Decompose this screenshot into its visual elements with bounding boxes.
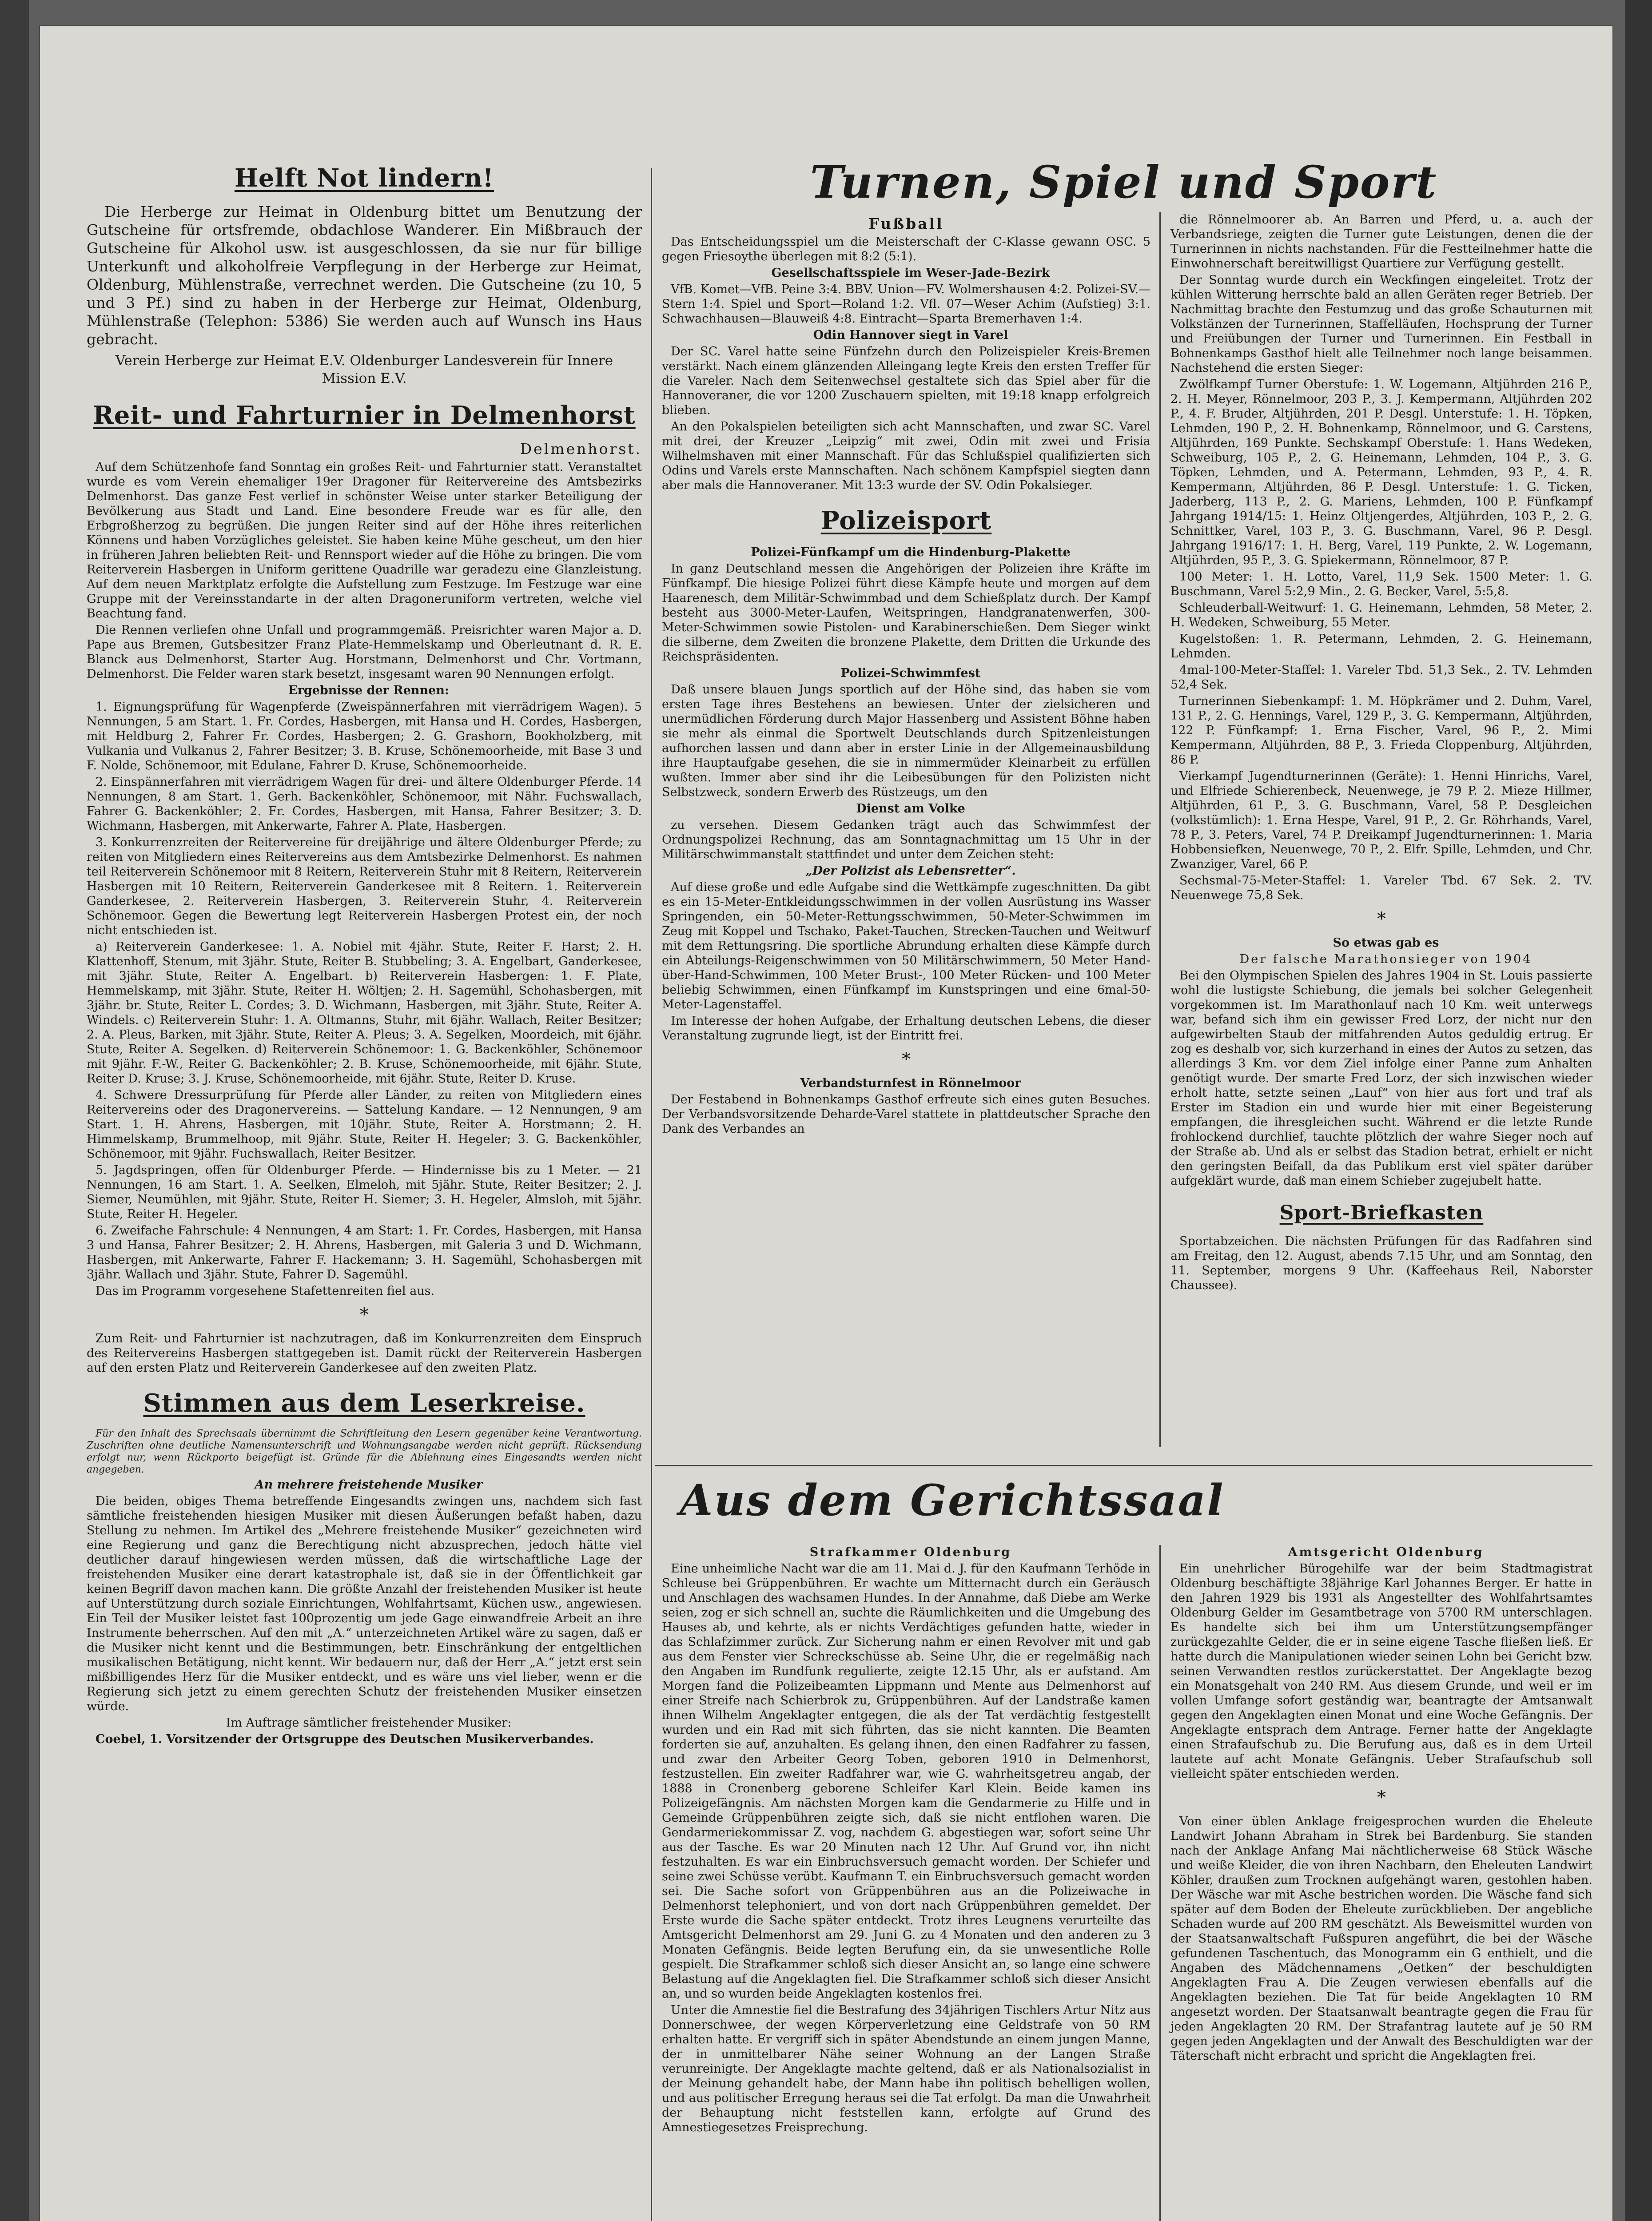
article-paragraph: a) Reiterverein Ganderkesee: 1. A. Nobiel mit 4jähr. Stute, Reiter F. Harst; 2. H. Klattenhoff, Stenum, mit 3jähr. Stute, Reiter B. Stubbeling; 3. A. Engelbart, Ganderkesee, mit 3jähr. Stute, Reiter A. Engelbart. b) Reiterverein Hasbergen: 1. F. Plate, Hemmelskamp, mit 3jähr. Stute, Reiter H. Wöltjen; 2. H. Sagemühl, Schohasbergen, mit 3jähr. br. Stute, Reiter L. Cordes; 3. D. Wichmann, Hasbergen, mit 3jähr. Stute, Reiter A. Windels. c) Reiterverein Stuhr: 1. A. Oltmanns, Stuhr, mit 6jähr. Wallach, Reiter Besitzer; 2. A. Pleus, Barken, mit 3jähr. Stute, Reiter A. Pleus; 3. A. Segelken, Moordeich, mit 6jähr. Stute, Reiter A. Segelken. d) Reiterverein Schönemoor: 1. G. Backenköhler, Schönemoor mit 9jähr. F.-W., Reiter G. Backenköhler; 2. B. Kruse, Schönemoorheide, mit 6jähr. Stute, Reiter D. Kruse; 3. J. Kruse, Schönemoorheide, mit 6jähr. Stute, Reiter D. Kruse. [87,940,642,1086]
subheading: Polizei-Fünfkampf um die Hindenburg-Plakette [751,545,1071,559]
results-paragraph: 100 Meter: 1. H. Lotto, Varel, 11,9 Sek. 1500 Meter: 1. G. Buschmann, Varel 5:2,9 Min., 2. G. Becker, Varel, 5:5,8. [1170,570,1592,598]
newspaper-page [40,26,1612,2221]
article-paragraph: Die beiden, obiges Thema betreffende Eingesandts zwingen uns, nachdem sich fast sämtliche freistehenden hiesigen Musiker mit diesen Äußerungen befaßt haben, dazu Stellung zu nehmen. Im Artikel des „Mehrere freistehende Musiker“ gezeichneten wird eine Regierung und ganz die Berechtigung nicht abzusprechen, jedoch hätte viel deutlicher darauf hingewiesen werden müssen, daß die wirtschaftliche Lage der freistehenden Musiker eine derart katastrophale ist, daß sie in der Öffentlichkeit gar keinen Begriff davon machen kann. Die größte Anzahl der freistehenden Musiker ist heute auf Unterstützung durch soziale Einrichtungen, Wohlfahrtsamt, Küchen usw., angewiesen. Ein Teil der Musiker leistet fast 100prozentig um jede Gage einwandfreie Arbeit an ihre Instrumente beherrschen. Auf den mit „A.“ unterzeichneten Artikel wäre zu sagen, daß er die Musiker nicht kennt und die Bestimmungen, betr. Einschränkung der entgeltlichen musikalischen Betätigung, nicht kennt. Wir bedauern nur, daß der Herr „A.“ jetzt erst sein mißbilligendes Herz für die Musiker entdeckt, und es wäre uns viel lieber, wenn er die Regierung sich jetzt zu einem gerechten Schutz der freistehenden Musiker einsetzen würde. [87,1494,642,1713]
headline-leserkreise: Stimmen aus dem Leserkreise. [143,1389,585,1418]
separator-star: * [1377,909,1386,929]
court-column-1 [662,1545,1150,2221]
article-paragraph: Sportabzeichen. Die nächsten Prüfungen für das Radfahren sind am Freitag, den 12. August, abends 7.15 Uhr, und am Sonntag, den 11. September, morgens 9 Uhr. (Kaffeehaus Reil, Naborster Chaussee). [1170,1234,1592,1292]
letter-heading: An mehrere freistehende Musiker [255,1478,483,1492]
separator-star: * [1377,1787,1386,1808]
article-paragraph: 3. Konkurrenzreiten der Reitervereine für dreijährige und ältere Oldenburger Pferde; zu reiten von Mitgliedern eines Reitervereins aus dem Amtsbezirke Delmenhorst. Es nahmen teil Reiterverein Schönemoor mit 8 Reitern, Reiterverein Stuhr mit 8 Reitern, Reiterverein Hasbergen mit 10 Reitern, Reiterverein Ganderkesee mit 8 Reitern. 1. Reiterverein Ganderkesee, 2. Reiterverein Hasbergen, 3. Reiterverein Stuhr, 4. Reiterverein Schönemoor. Gegen die Bewertung legt Reiterverein Hasbergen Protest ein, der noch nicht entschieden ist. [87,836,642,937]
pull-quote: „Der Polizist als Lebensretter“. [805,864,1016,878]
article-paragraph: VfB. Komet—VfB. Peine 3:4. BBV. Union—FV. Wolmershausen 4:2. Polizei-SV.—Stern 1:4. Spiel und Sport—Roland 1:2. Vfl. 07—Weser Achim (Aufstieg) 3:1. Schwachhausen—Blauweiß 4:8. Eintracht—Sparta Bremerhaven 1:4. [662,283,1150,326]
scan-right-edge [1625,0,1652,2221]
column-rule-1 [651,168,652,2221]
article-paragraph: Die Herberge zur Heimat in Oldenburg bittet um Benutzung der Gutscheine für ortsfremde, obdachlose Wanderer. Ein Mißbrauch der Gutscheine für Alkohol usw. ist ausgeschlossen, da sie nur für billige Unterkunft und alkoholfreie Verpflegung in der Herberge zur Heimat, Oldenburg, Mühlenstraße, verrechnet werden. Die Gutscheine (zu 10, 5 und 3 Pf.) sind zu haben in der Herberge zur Heimat, Oldenburg, Mühlenstraße (Telephon: 5386) Sie werden auch auf Wunsch ins Haus gebracht. [87,203,642,348]
section-rule [655,1465,1592,1466]
headline-helft-not-lindern: Helft Not lindern! [234,163,494,193]
editorial-note: Für den Inhalt des Sprechsaals übernimmt die Schriftleitung den Lesern gegenüber keine Verantwortung. Zuschriften ohne deutliche Namensunterschrift und Wohnungsangabe werden nicht geprüft. Rücksendung erfolgt nur, wenn Rückporto beigefügt ist. Gründe für die Ablehnung eines Eingesandts werden nicht angegeben. [87,1428,642,1475]
headline-gerichtssaal: Aus dem Gerichtssaal [680,1475,1225,1525]
article-paragraph: 2. Einspännerfahren mit vierrädrigem Wagen für drei- und ältere Oldenburger Pferde. 14 Nennungen, 8 am Start. 1. Gerh. Backenköhler, Schönemoor, mit Nähr. Fuchswallach, Fahrer G. Backenköhler; 2. Fr. Cordes, Hasbergen, mit Hansa, Fahrer Besitzer; 3. D. Wichmann, Hasbergen, mit Ankerwarte, Fahrer A. Plate, Hasbergen. [87,775,642,833]
article-signature: Coebel, 1. Vorsitzender der Ortsgruppe des Deutschen Musikerverbandes. [96,1732,594,1746]
headline-reitturnier: Reit- und Fahrturnier in Delmenhorst [93,401,636,430]
results-paragraph: Kugelstoßen: 1. R. Petermann, Lehmden, 2. G. Heinemann, Lehmden. [1170,632,1592,661]
article-paragraph: In ganz Deutschland messen die Angehörigen der Polizeien ihre Kräfte im Fünfkampf. Die hiesige Polizei führt diese Kämpfe heute und morgen auf dem Haarenesch, dem Militär-Schwimmbad und dem Schießplatz durch. Der Kampf besteht aus 3000-Meter-Laufen, Weitspringen, Handgranatenwerfen, 300-Meter-Schwimmen sowie Pistolen- und Karabinerschießen. Dem Sieger winkt die silberne, dem Zweiten die bronzene Plakette, dem Dritten die Urkunde des Reichspräsidenten. [662,562,1150,664]
subheading: Gesellschaftsspiele im Weser-Jade-Bezirk [771,266,1050,280]
article-paragraph: Im Interesse der hohen Aufgabe, der Erhaltung deutschen Lebens, die dieser Veranstaltung zugrunde liegt, ist der Eintritt frei. [662,1014,1150,1043]
article-paragraph: 5. Jagdspringen, offen für Oldenburger Pferde. — Hindernisse bis zu 1 Meter. — 21 Nennungen, 16 am Start. 1. A. Seelken, Elmeloh, mit 5jähr. Stute, Reiter Besitzer; 2. J. Siemer, Neumühlen, mit 9jähr. Stute, Reiter H. Siemer; 3. H. Hegeler, Almsloh, mit 5jähr. Stute, Reiter H. Hegeler. [87,1163,642,1221]
article-paragraph: Der SC. Varel hatte seine Fünfzehn durch den Polizeispieler Kreis-Bremen verstärkt. Nach einem glänzenden Alleingang legte Kreis den ersten Treffer für die Vareler. Nach dem Seitenwechsel gestaltete sich das Spiel aber für die Hannoveraner, die vor 1200 Zuschauern spielten, mit 19:18 knapp erfolgreich blieben. [662,345,1150,417]
column-3 [1170,212,1592,1456]
article-paragraph: Die Rennen verliefen ohne Unfall und programmgemäß. Preisrichter waren Major a. D. Pape aus Bremen, Gutsbesitzer Franz Plate-Hemmelskamp und Oberleutnant d. R. E. Blanck aus Delmenhorst, Starter Aug. Horstmann, Delmenhorst und Chr. Vortmann, Delmenhorst. Die Felder waren stark besetzt, insgesamt waren 90 Nennungen erfolgt. [87,623,642,681]
subheading: Dienst am Volke [856,802,965,816]
results-paragraph: Zwölfkampf Turner Oberstufe: 1. W. Logemann, Altjührden 216 P., 2. H. Meyer, Rönnelmoor, 203 P., 3. J. Kempermann, Altjührden 202 P., 4. F. Bruder, Altjührden, 201 P. Desgl. Unterstufe: 1. H. Töpken, Lehmden, 190 P., 2. H. Bohnenkamp, Rönnelmoor, und G. Carstens, Altjührden, 169 Punkte. Sechskampf Oberstufe: 1. Hans Wedeken, Schweiburg, 105 P., 2. G. Heinemann, Lehmden, 104 P., 3. G. Töpken, Lehmden, und A. Petermann, Lehmden, 93 P., 4. R. Kempermann, Altjührden, 86 P. Desgl. Unterstufe: 1. G. Ticken, Jaderberg, 113 P., 2. G. Mariens, Lehmden, 100 P. Fünfkampf Jahrgang 1914/15: 1. Heinz Oltjengerdes, Altjührden, 103 P., 2. G. Schnittker, Varel, 103 P., 3. G. Buschmann, Varel, 96 P. Desgl. Jahrgang 1916/17: 1. H. Berg, Varel, 119 Punkte, 2. W. Logemann, Altjührden, 95 P., 3. G. Spiekermann, Rönnelmoor, 87 P. [1170,378,1592,567]
article-paragraph: Im Auftrage sämtlicher freistehender Musiker: [226,1716,512,1730]
headline-sport-briefkasten: Sport-Briefkasten [1279,1202,1484,1224]
article-signature: Verein Herberge zur Heimat E.V. Oldenburger Landesverein für Innere Mission E.V. [115,353,613,386]
article-paragraph: Eine unheimliche Nacht war die am 11. Mai d. J. für den Kaufmann Terhöde in Schleuse bei Grüppenbühren. Er wachte um Mitternacht durch ein Geräusch und Anschlagen des wachsamen Hundes. In der Annahme, daß Diebe am Werke seien, zog er sich schnell an, suchte die Räumlichkeiten und die Umgebung des Hauses ab, und kehrte, als er nichts Verdächtiges gefunden hatte, wieder in das Schlafzimmer zurück. Zur Sicherung nahm er einen Revolver mit und gab aus dem Fenster vier Schreckschüsse ab. Seine Uhr, die er regelmäßig nach den Angaben im Rundfunk regulierte, zeigte 12.15 Uhr, als er aufstand. Am Morgen fand die Polizeibeamten Lippmann und Mente aus Delmenhorst auf einer Streife nach Schierbrok zu, Grüppenbühren. Auf der Landstraße kamen ihnen Wilhelm Angeklagter entgegen, die als der Tat verdächtig festgestellt wurden und ein Rad mit sich führten, das sie nicht kannten. Die Beamten forderten sie auf, anzuhalten. Es gelang ihnen, den einen Radfahrer zu fassen, und zwar den Arbeiter Georg Toben, geboren 1910 in Delmenhorst, festzustellen. Ein zweiter Radfahrer war, wie G. wahrheitsgetreu angab, der 1888 in Cronenberg geborene Schleifer Karl Klein. Beide kamen ins Polizeigefängnis. Am nächsten Morgen kam die Gendarmerie zu Hilfe und in Gemeinde Grüppenbühren zeigte sich, daß sie nicht entflohen waren. Die Gendarmeriekommissar Z. vog, nachdem G. abgestiegen war, sofort seine Uhr aus der Tasche. Es war 20 Minuten nach 12 Uhr. Auf Grund vor, ihn nicht festzuhalten. Es war ein Einbruchsversuch gemacht worden. Der Schiefer und seine zwei Schüsse verübt. Kaufmann T. ein Einbruchsversuch gemacht worden sei. Die Sache sofort von Grüppenbühren aus an die Polizeiwache in Delmenhorst telephoniert, und von dort nach Grüppenbühren gemeldet. Der Erste wurde die Sache später entdeckt. Trotz ihres Leugnens verurteilte das Amtsgericht Delmenhorst am 29. Juni G. zu 4 Monaten und den anderen zu 3 Monaten Gefängnis. Beide legten Berufung ein, da sie unwesentliche Rolle gespielt. Die Strafkammer schloß sich dieser Ansicht an, so lange eine schwere Belastung auf die Angeklagten fiel. Die Strafkammer schloß sich dieser Ansicht an, und so wurden beide Angeklagten kostenlos frei. [662,1562,1150,2001]
article-paragraph: Daß unsere blauen Jungs sportlich auf der Höhe sind, das haben sie vom ersten Tage ihres Bestehens an bewiesen. Unter der zielsicheren und unermüdlichen Förderung durch Major Hassenberg und Assistent Böhne haben sie mehr als einmal die Sportwelt Deutschlands durch Spitzenleistungen aufhorchen lassen und dann aber in erster Linie in der Allgemeinausbildung ihre Hauptaufgabe gesehen, die sie in nimmermüder Kleinarbeit zu erfüllen wußten. Immer aber sind ihr die Leibesübungen für den Polizisten nicht Selbstzweck, sondern Erwerb des Rüstzeugs, um den [662,683,1150,799]
separator-star: * [902,1049,911,1070]
article-paragraph: 4. Schwere Dressurprüfung für Pferde aller Länder, zu reiten von Mitgliedern eines Reitervereins oder des Dragonervereins. — Sattelung Kandare. — 12 Nennungen, 9 am Start. 1. H. Ahrens, Hasbergen, mit 10jähr. Stute, Reiter A. Horstmann; 2. H. Himmelskamp, Brummelhoop, mit 9jähr. Stute, Reiter H. Hegeler; 3. G. Backenköhler, Schönemoor, mit 9jähr. Fuchswallach, Reiter Besitzer. [87,1088,642,1161]
subheading: Strafkammer Oldenburg [809,1545,1012,1559]
headline-sport: Turnen, Spiel und Sport [810,156,1438,208]
article-paragraph: Das im Programm vorgesehene Stafettenreiten fiel aus. [96,1284,435,1298]
results-heading: Ergebnisse der Rennen: [288,684,449,697]
results-paragraph: Turnerinnen Siebenkampf: 1. M. Höpkrämer und 2. Duhm, Varel, 131 P., 2. G. Hennings, Varel, 129 P., 3. G. Kempermann, Altjührden, 122 P. Fünfkampf: 1. Erna Fischer, Varel, 96 P., 2. Mimi Kempermann, Altjührden, 88 P., 3. Frieda Cloppenburg, Altjührden, 86 P. [1170,694,1592,767]
column-1 [87,150,642,2221]
subheading: Polizei-Schwimmfest [840,666,981,680]
subheading: Amtsgericht Oldenburg [1288,1545,1484,1559]
article-paragraph: Auf diese große und edle Aufgabe sind die Wettkämpfe zugeschnitten. Da gibt es ein 15-Meter-Entkleidungsschwimmen in der vollen Ausrüstung ins Wasser Springenden, ein 50-Meter-Rettungsschwimmen, 50-Meter-Schwimmen im Zeug mit Koppel und Tschako, Paket-Tauchen, Strecken-Tauchen und Weitwurf mit dem Rettungsring. Die sportliche Abrundung erhalten diese Kämpfe durch ein Abteilungs-Reigenschwimmen von 50 Militärschwimmern, 50 Meter Hand-über-Hand-Schwimmen, 100 Meter Brust-, 100 Meter Rücken- und 100 Meter beliebig Schwimmen, einen Fünfkampf im Kunstspringen und eine 6mal-50-Meter-Lagenstaffel. [662,880,1150,1011]
headline-polizeisport: Polizeisport [820,506,992,535]
subheading: Verbandsturnfest in Rönnelmoor [800,1076,1021,1090]
article-paragraph: Der Festabend in Bohnenkamps Gasthof erfreute sich eines guten Besuches. Der Verbandsvorsitzende Deharde-Varel stattete in plattdeutscher Sprache den Dank des Verbandes an [662,1093,1150,1136]
scan-left-edge [0,0,29,2221]
article-paragraph: Der Sonntag wurde durch ein Weckfingen eingeleitet. Trotz der kühlen Witterung herrschte bald an allen Geräten reger Betrieb. Der Nachmittag brachte den Festumzug und das große Schauturnen mit Volkstänzen der Turnerinnen, Staffelläufen, Hochsprung der Turner und Freiübungen der Turner und Turnerinnen. Ein Festball in Bohnenkamps Gasthof hielt alle Teilnehmer noch lange beisammen. Nachstehend die ersten Sieger: [1170,273,1592,375]
article-paragraph: Bei den Olympischen Spielen des Jahres 1904 in St. Louis passierte wohl die lustigste Schiebung, die jemals bei solcher Gelegenheit vorgekommen ist. Im Marathonlauf nach 10 Km. weit unterwegs war, befand sich ihm ein gewisser Fred Lorz, der nicht nur den aufgewirbelten Staub der mitfahrenden Autos geduldig ertrug. Er zog es deshalb vor, sich kurzerhand in eines der Autos zu setzen, das allerdings 3 Km. vor dem Ziel infolge einer Panne zum Anhalten genötigt wurde. Der smarte Fred Lorz, der sich inzwischen wieder erholt hatte, setzte seinen „Lauf“ von hier aus fort und traf als Erster im Stadion ein und wurde hier mit einer Begeisterung empfangen, die ihresgleichen sucht. Während er die letzte Runde frohlockend durchlief, tauchte plötzlich der wahre Sieger noch auf der Straße ab. Und als er selbst das Stadion betrat, erhielt er nicht den geringsten Beifall, da das Publikum erst viel später darüber aufgeklärt wurde, daß man einem Schieber zugejubelt hatte. [1170,969,1592,1188]
results-paragraph: Sechsmal-75-Meter-Staffel: 1. Vareler Tbd. 67 Sek. 2. TV. Neuenwege 75,8 Sek. [1170,874,1592,902]
article-paragraph: Von einer üblen Anklage freigesprochen wurden die Eheleute Landwirt Johann Abraham in Strek bei Bardenburg. Sie standen nach der Anklage Anfang Mai nächtlicherweise 68 Stück Wäsche und weiße Kleider, die von ihren Nachbarn, den Eheleuten Landwirt Köhler, draußen zum Trocknen aufgehängt waren, gestohlen haben. Der Wäsche war mit Asche bestrichen worden. Die Wäsche fand sich später auf dem Boden der Eheleute zurückblieben. Der angebliche Schaden wurde auf 200 RM geschätzt. Als Beweismittel wurden von der Staatsanwaltschaft Fußspuren angeführt, die bei der Wäsche gefundenen Taschentuch, das Monogramm ein G enthielt, und die Angaben des Mädchennamens „Oetken“ der beschuldigten Angeklagten Frau A. Die Zeugen verwiesen ebenfalls auf die Angeklagten beziehen. Die Tat für beide Angeklagten 10 RM angesetzt worden. Der Staatsanwalt beantragte gegen die Frau für jeden Angeklagten 20 RM. Der Strafantrag lautete auf je 50 RM gegen jeden Angeklagten und der Anwalt des Beschuldigten war der Täterschaft nicht erbracht und spricht die Angeklagten frei. [1170,1815,1592,2063]
results-paragraph: Vierkampf Jugendturnerinnen (Geräte): 1. Henni Hinrichs, Varel, und Elfriede Schierenbeck, Neuenwege, je 79 P. 2. Mieze Hillmer, Altjührden, 61 P., 3. G. Buschmann, Varel, 58 P. Desgleichen (volkstümlich): 1. Erna Hespe, Varel, 91 P., 2. Gr. Röhrhands, Varel, 78 P., 3. Peters, Varel, 74 P. Dreikampf Jugendturnerinnen: 1. Maria Hobbensiefken, Neuenwege, 70 P., 2. Elfr. Spille, Lehmden, und Chr. Zwanziger, Varel, 66 P. [1170,769,1592,871]
article-paragraph: 6. Zweifache Fahrschule: 4 Nennungen, 4 am Start: 1. Fr. Cordes, Hasbergen, mit Hansa 3 und Hansa, Fahrer Besitzer; 2. H. Ahrens, Hasbergen, mit Galeria 3 und D. Wichmann, Hasbergen, mit Ankerwarte, Fahrer F. Hackemann; 3. H. Sagemühl, Schohasbergen mit 3jähr. Wallach und 3jähr. Stute, Fahrer D. Sagemühl. [87,1224,642,1282]
subheading: So etwas gab es [1333,936,1439,950]
separator-star: * [360,1305,369,1325]
article-paragraph: An den Pokalspielen beteiligten sich acht Mannschaften, und zwar SC. Varel mit drei, der Kreuzer „Leipzig“ mit zwei, Odin mit zwei und Frisia Wilhelmshaven mit einer Mannschaft. Für das Schlußspiel qualifizierten sich Odins und Varels erste Mannschaften. Nach schönem Kampfspiel siegten dann aber mals die Hannoveraner. Mit 13:3 wurde der SV. Odin Pokalsieger. [662,420,1150,492]
section-heading: Fußball [868,215,944,232]
results-paragraph: Schleuderball-Weitwurf: 1. G. Heinemann, Lehmden, 58 Meter, 2. H. Wedeken, Schweiburg, 55 Meter. [1170,601,1592,629]
dateline: Delmenhorst. [520,440,642,458]
article-paragraph: Auf dem Schützenhofe fand Sonntag ein großes Reit- und Fahrturnier statt. Veranstaltet wurde es vom Verein ehemaliger 19er Dragoner für Reitervereine des Amtsbezirks Delmenhorst. Das ganze Fest verlief in schönster Weise unter starker Beteiligung der Bevölkerung aus Stadt und Land. Eine besondere Freude war es für alle, den Erbgroßherzog zu begrüßen. Die jungen Reiter sind auf der Höhe ihres reiterlichen Könnens und haben Vorzügliches geleistet. Sie haben keine Mühe gescheut, um den hier in früheren Jahren beliebten Reit- und Rennsport wieder auf die Höhe zu bringen. Die vom Reiterverein Hasbergen in Uniform gerittene Quadrille war geradezu eine Glanzleistung. Auf dem neuen Marktplatz erfolgte die Aufstellung zum Festzuge. Im Festzuge war eine Gruppe mit der Vereinsstandarte in der alten Dragoneruniform vertreten, welche viel Beachtung fand. [87,460,642,621]
article-paragraph: Ein unehrlicher Bürogehilfe war der beim Stadtmagistrat Oldenburg beschäftigte 38jährige Karl Johannes Berger. Er hatte in den Jahren 1929 bis 1931 als Angestellter des Wohlfahrtsamtes Oldenburg Gelder im Gesamtbetrage von 5700 RM unterschlagen. Es handelte sich bei ihm um Unterstützungsempfänger zurückgezahlte Gelder, die er in seine eigene Tasche fließen ließ. Er hatte durch die Manipulationen wieder seinen Lohn bei Gericht bzw. seinen Verwandten restlos zurückerstattet. Der Angeklagte bezog ein Monatsgehalt von 240 RM. Aus diesem Grunde, und weil er im vollen Umfange sofort geständig war, beantragte der Amtsanwalt gegen den Angeklagten einen Monat und eine Woche Gefängnis. Der Angeklagte entsprach dem Antrage. Ferner hatte der Angeklagte einen Strafaufschub zu. Die Berufung aus, daß es in dem Urteil lautete auf acht Monate Gefängnis. Ueber Strafaufschub soll vielleicht später entschieden werden. [1170,1562,1592,1781]
results-paragraph: 4mal-100-Meter-Staffel: 1. Vareler Tbd. 51,3 Sek., 2. TV. Lehmden 52,4 Sek. [1170,663,1592,692]
article-paragraph: Zum Reit- und Fahrturnier ist nachzutragen, daß im Konkurrenzreiten dem Einspruch des Reitervereins Hasbergen stattgegeben ist. Damit rückt der Reiterverein Hasbergen auf den ersten Platz und Reiterverein Ganderkesee auf den zweiten Platz. [87,1332,642,1375]
subheading: Odin Hannover siegt in Varel [813,328,1008,342]
article-paragraph: Unter die Amnestie fiel die Bestrafung des 34jährigen Tischlers Artur Nitz aus Donnerschwee, der wegen Körperverletzung eine Geldstrafe von 50 RM erhalten hatte. Er vergriff sich in später Abendstunde an einem jungen Manne, der in unmittelbarer Nähe seiner Wohnung an der Langen Straße verunreinigte. Der Angeklagte machte geltend, daß er als Nationalsozialist in der Meinung gehandelt habe, der Mann habe ihn politisch behelligen wollen, und aus politischer Erregung heraus sei die Tat erfolgt. Da man die Unwahrheit der Behauptung nicht feststellen kann, erfolgte auf Grund des Amnestiegesetzes Freisprechung. [662,2003,1150,2134]
article-paragraph: 1. Eignungsprüfung für Wagenpferde (Zweispännerfahren mit vierrädrigem Wagen). 5 Nennungen, 5 am Start. 1. Fr. Cordes, Hasbergen, mit Hansa und H. Cordes, Hasbergen, mit Heldburg 2, Fahrer Fr. Cordes, Hasbergen; 2. G. Grashorn, Bookholzberg, mit Vulkania und Vulkanus 2, Fahrer Besitzer; 3. B. Kruse, Schönemoorheide, mit Base 3 und F. Nolde, Schönemoor, mit Edulane, Fahrer D. Kruse, Schönemoorheide. [87,700,642,772]
court-column-2 [1170,1545,1592,2221]
subheading: Der falsche Marathonsieger von 1904 [1239,952,1533,966]
column-rule-2 [1159,212,1161,1447]
article-paragraph: Das Entscheidungsspiel um die Meisterschaft der C-Klasse gewann OSC. 5 gegen Friesoythe überlegen mit 8:2 (5:1). [662,235,1150,263]
article-paragraph: zu versehen. Diesem Gedanken trägt auch das Schwimmfest der Ordnungspolizei Rechnung, das am Sonntagnachmittag um 15 Uhr in der Militärschwimmanstalt stattfindet und unter dem Zeichen steht: [662,818,1150,861]
article-paragraph: die Rönnelmoorer ab. An Barren und Pferd, u. a. auch der Verbandsriege, zeigten die Turner gute Leistungen, denen die der Turnerinnen in nichts nachstanden. Für die Festteilnehmer hatte die Einwohnerschaft bereitwilligst Quartiere zur Verfügung gestellt. [1170,213,1592,271]
